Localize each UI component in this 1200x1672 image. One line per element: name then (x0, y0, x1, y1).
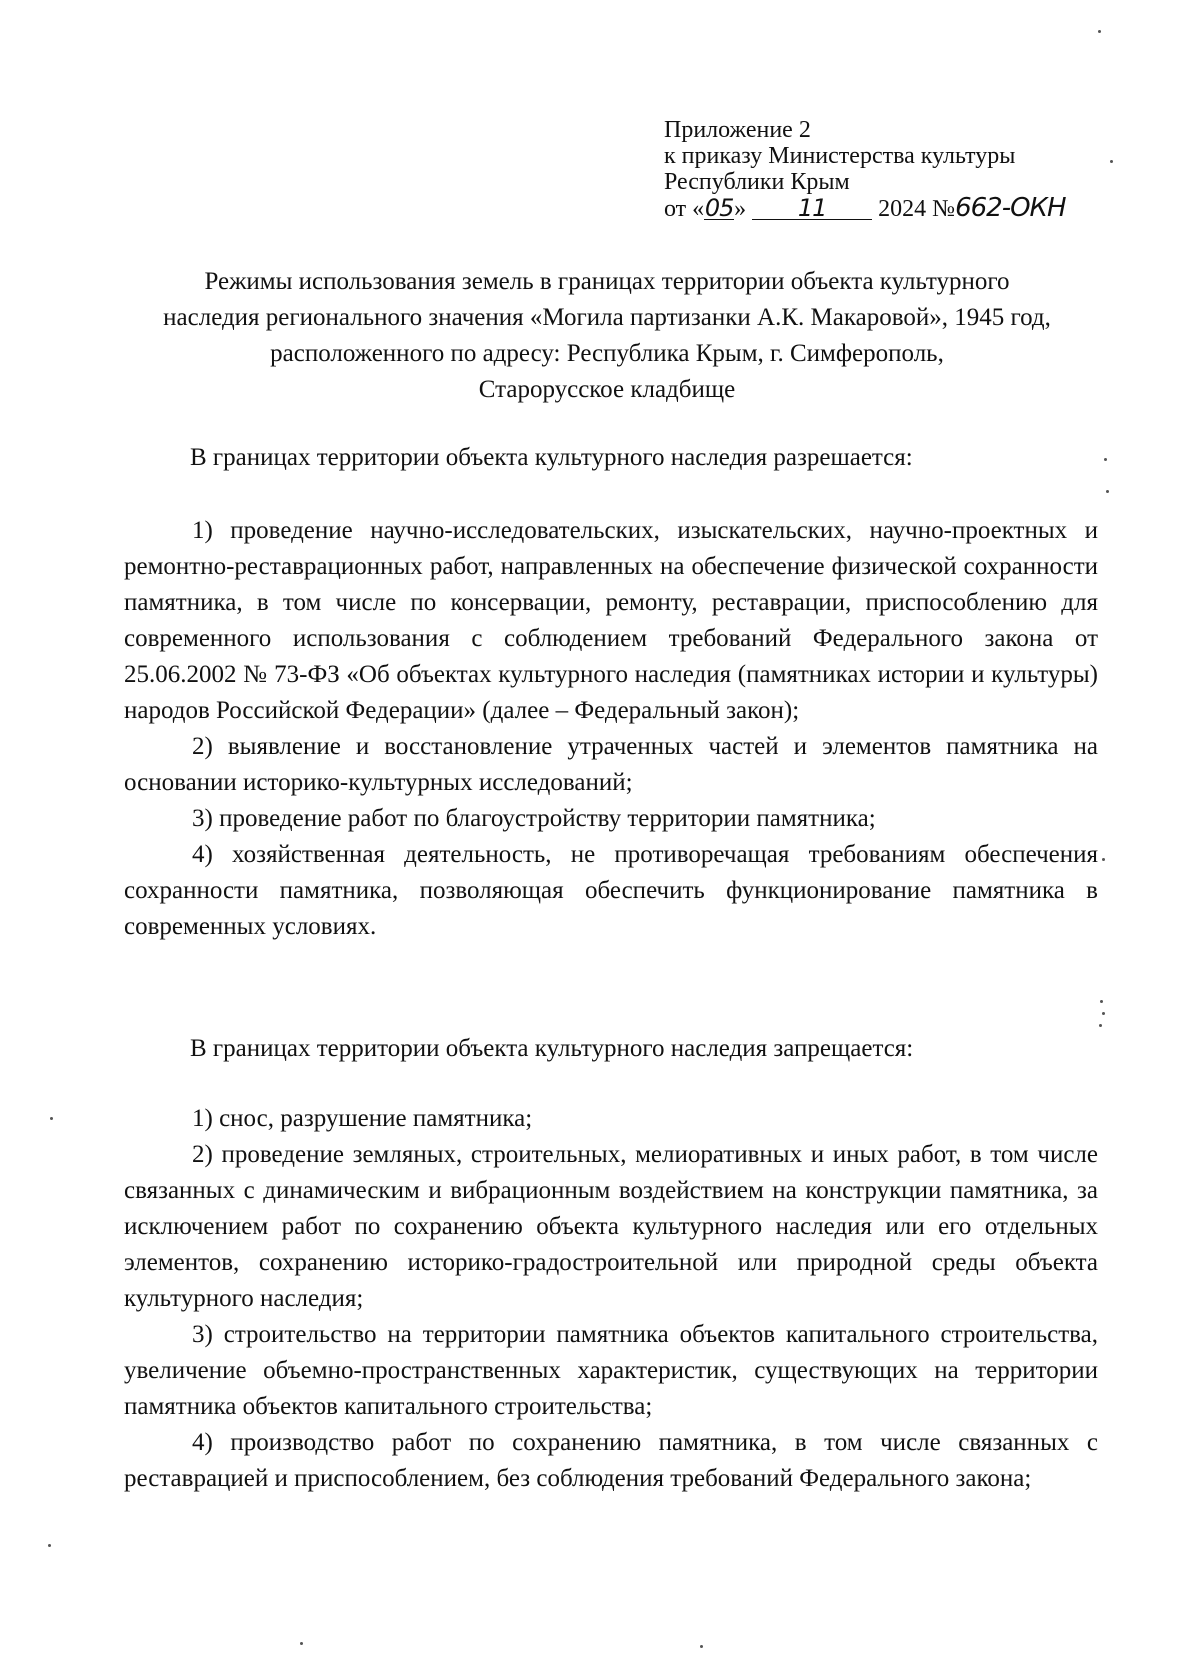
appendix-republic: Республики Крым (664, 169, 850, 195)
allowed-item-3: 3) проведение работ по благоустройству территории памятника; (192, 805, 876, 832)
appendix-order-ref: к приказу Министерства культуры (664, 143, 1016, 169)
forbidden-item-2: 2) проведение земляных, строительных, мелиоративных и иных работ, в том числе связанных с динамическим и вибрационным воздействием на конструкции памятника, за исключением работ по сохранению объекта культурного наследия или его отдельных элементов, сохранению историко-градостроительной или природной среды объекта культурного наследия; (124, 1141, 1098, 1312)
appendix-header (664, 117, 1104, 222)
title-line-1: Режимы использования земель в границах территории объекта культурного (204, 268, 1010, 295)
forbidden-list (124, 1101, 1098, 1497)
allowed-item-4: 4) хозяйственная деятельность, не противоречащая требованиям обеспечения сохранности памятника, позволяющая обеспечить функционирование памятника в современных условиях. (124, 841, 1098, 940)
forbidden-item-3: 3) строительство на территории памятника объектов капитального строительства, увеличение объемно-пространственных характеристик, существующих на территории памятника объектов капитального строительства; (124, 1321, 1098, 1420)
date-prefix: от « (664, 196, 705, 222)
forbidden-heading: В границах территории объекта культурного наследия запрещается: (190, 1035, 914, 1062)
date-month: 11 (752, 197, 872, 220)
scan-speck (1106, 490, 1109, 493)
scan-speck (1102, 858, 1105, 861)
scan-speck (1102, 1012, 1105, 1015)
scan-speck (700, 1645, 703, 1648)
date-mid: » (734, 196, 747, 222)
scan-speck (1104, 458, 1107, 461)
scan-speck (1110, 160, 1113, 163)
title-line-3: расположенного по адресу: Республика Крым, г. Симферополь, (270, 340, 944, 367)
allowed-item-2: 2) выявление и восстановление утраченных частей и элементов памятника на основании историко-культурных исследований; (124, 733, 1098, 796)
title-line-2: наследия регионального значения «Могила партизанки А.К. Макаровой», 1945 год, (163, 304, 1051, 331)
forbidden-item-4: 4) производство работ по сохранению памятника, в том числе связанных с реставрацией и приспособлением, без соблюдения требований Федерального закона; (124, 1429, 1098, 1492)
forbidden-item-1: 1) снос, разрушение памятника; (192, 1105, 533, 1132)
forbidden-heading-block (124, 1031, 1098, 1067)
document-title (116, 264, 1098, 408)
allowed-heading: В границах территории объекта культурного наследия разрешается: (190, 444, 913, 471)
appendix-label: Приложение 2 (664, 117, 811, 143)
scan-speck (300, 1642, 303, 1645)
scan-speck (1098, 30, 1101, 33)
scan-speck (1100, 1000, 1103, 1003)
allowed-item-1: 1) проведение научно-исследовательских, изыскательских, научно-проектных и ремонтно-реставрационных работ, направленных на обеспечение физической сохранности памятника, в том числе по консервации, ремонту, реставрации, приспособлению для современного использования с соблюдением требований Федерального закона от 25.06.2002 № 73-ФЗ «Об объектах культурного наследия (памятниках истории и культуры) народов Российской Федерации» (далее – Федеральный закон); (124, 517, 1098, 724)
title-line-4: Старорусское кладбище (478, 376, 736, 403)
scan-speck (50, 1117, 53, 1120)
scan-speck (48, 1544, 51, 1547)
scan-speck (1099, 1024, 1102, 1027)
allowed-heading-block (124, 440, 1098, 476)
date-year: 2024 № (878, 196, 956, 222)
date-day: 05 (704, 194, 734, 222)
allowed-list (124, 513, 1098, 945)
order-number: 662-ОКН (955, 193, 1066, 223)
appendix-date-line (664, 195, 1104, 222)
